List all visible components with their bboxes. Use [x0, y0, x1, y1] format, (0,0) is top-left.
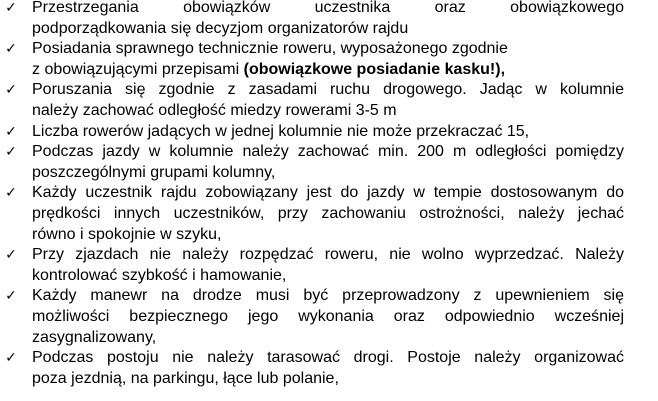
text-line: Podczas postoju nie należy tarasować drogi. Postoje należy organizować	[32, 349, 624, 367]
text-line: poszczególnymi grupami kolumny,	[32, 163, 276, 181]
list-item	[0, 348, 658, 389]
text-line: Przestrzegania obowiązków uczestnika oraz obowiązkowego	[32, 0, 624, 16]
text-line: Posiadania sprawnego technicznie roweru, wyposażonego zgodnie	[32, 40, 508, 58]
checkmark-icon: ✓	[5, 0, 17, 16]
text-line: Przy zjazdach nie należy rozpędzać roweru, nie wolno wyprzedzać. Należy	[32, 246, 624, 264]
list-item-text	[32, 142, 624, 183]
list-item	[0, 80, 658, 121]
checkmark-icon: ✓	[5, 123, 17, 140]
list-item-text	[32, 348, 624, 389]
checkmark-icon: ✓	[5, 41, 17, 58]
helmet-requirement-text: (obowiązkowe posiadanie kasku!),	[243, 60, 506, 78]
list-item	[0, 0, 658, 39]
text-line: zasygnalizowany,	[32, 328, 157, 346]
text-line: Każdy manewr na drodze musi być przeprowadzony z upewnieniem się	[32, 287, 624, 305]
list-item-text	[32, 80, 624, 121]
list-item	[0, 286, 658, 348]
text-line: Podczas jazdy w kolumnie należy zachować min. 200 m odległości pomiędzy	[32, 143, 624, 161]
checkmark-icon: ✓	[5, 350, 17, 367]
text-line: podporządkowania się decyzjom organizatorów rajdu	[32, 19, 409, 37]
checkmark-icon: ✓	[5, 82, 17, 99]
checkmark-icon: ✓	[5, 185, 17, 202]
list-item-text	[32, 39, 624, 80]
text-line: poza jezdnią, na parkingu, łące lub polanie,	[32, 369, 339, 387]
checkmark-icon: ✓	[5, 144, 17, 161]
list-item	[0, 122, 658, 143]
list-item-text	[32, 286, 624, 348]
text-line: możliwości bezpiecznego jego wykonania oraz odpowiednio wcześniej	[32, 307, 624, 325]
text-line: Każdy uczestnik rajdu zobowiązany jest do jazdy w tempie dostosowanym do	[32, 184, 624, 202]
text-line: należy zachować odległość miedzy rowerami 3-5 m	[32, 101, 397, 119]
list-item-text	[32, 122, 624, 143]
list-item-text	[32, 183, 624, 245]
text-line	[32, 60, 624, 81]
text-line: kontrolować szybkość i hamowanie,	[32, 266, 287, 284]
text-line: prędkości innych uczestników, przy zachowaniu ostrożności, należy jechać	[32, 204, 624, 222]
text-line: Liczba rowerów jadących w jednej kolumnie nie może przekraczać 15,	[32, 122, 530, 140]
checkmark-icon: ✓	[5, 288, 17, 305]
list-item-text	[32, 245, 624, 286]
list-item-text	[32, 0, 624, 39]
list-item	[0, 245, 658, 286]
list-item	[0, 183, 658, 245]
text-line: Poruszania się zgodnie z zasadami ruchu drogowego. Jadąc w kolumnie	[32, 81, 624, 99]
checkmark-icon: ✓	[5, 247, 17, 264]
text-line: równo i spokojnie w szyku,	[32, 225, 222, 243]
list-item	[0, 142, 658, 183]
text-normal: z obowiązującymi przepisami	[32, 60, 244, 78]
list-item	[0, 39, 658, 80]
